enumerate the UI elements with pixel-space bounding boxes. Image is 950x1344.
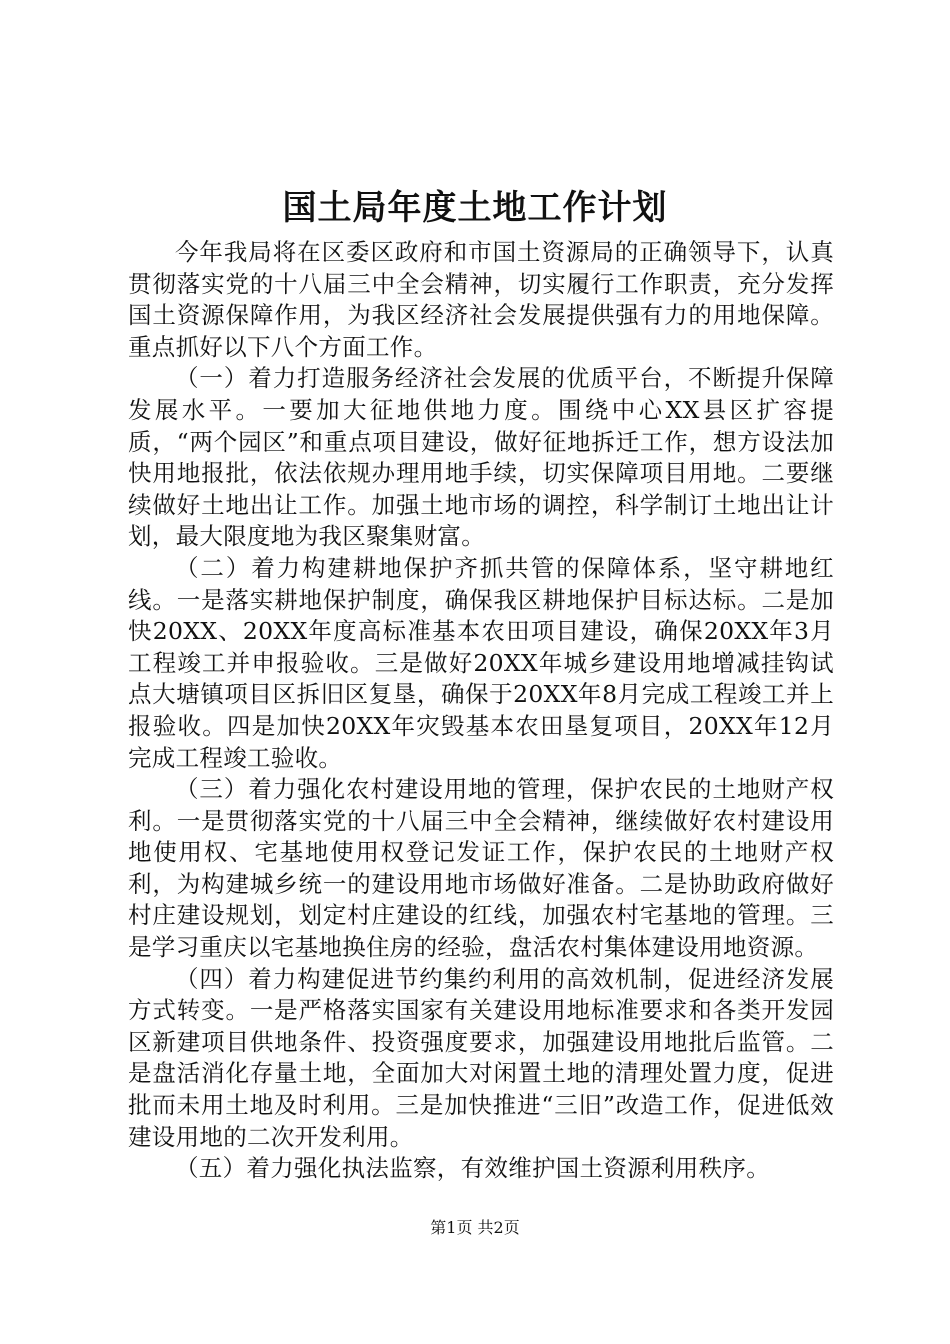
section-3-paragraph: （三）着力强化农村建设用地的管理，保护农民的土地财产权利。一是贯彻落实党的十八届三中全会精神，继续做好农村建设用地使用权、宅基地使用权登记发证工作，保护农民的土地财产权利，为构建城乡统一的建设用地市场做好准备。二是协助政府做好村庄建设规划，划定村庄建设的红线，加强农村宅基地的管理。三是学习重庆以宅基地换住房的经验，盘活农村集体建设用地资源。 xyxy=(128,775,834,962)
section-5-paragraph: （五）着力强化执法监察，有效维护国土资源利用秩序。 xyxy=(175,1154,770,1183)
page-number-footer: 第1页 共2页 xyxy=(430,1218,520,1237)
section-4-paragraph: （四）着力构建促进节约集约利用的高效机制，促进经济发展方式转变。一是严格落实国家有关建设用地标准要求和各类开发园区新建项目供地条件、投资强度要求，加强建设用地批后监管。二是盘活消化存量土地，全面加大对闲置土地的清理处置力度，促进批而未用土地及时利用。三是加快推进“三旧”改造工作，促进低效建设用地的二次开发利用。 xyxy=(128,964,834,1151)
document-title: 国土局年度土地工作计划 xyxy=(282,188,668,228)
document-body xyxy=(128,237,834,1185)
section-1-paragraph: （一）着力打造服务经济社会发展的优质平台，不断提升保障发展水平。一要加大征地供地力度。围绕中心XX县区扩容提质，“两个园区”和重点项目建设，做好征地拆迁工作，想方设法加快用地报批，依法依规办理用地手续，切实保障项目用地。二要继续做好土地出让工作。加强土地市场的调控，科学制订土地出让计划，最大限度地为我区聚集财富。 xyxy=(128,364,834,551)
intro-paragraph: 今年我局将在区委区政府和市国土资源局的正确领导下，认真贯彻落实党的十八届三中全会精神，切实履行工作职责，充分发挥国土资源保障作用，为我区经济社会发展提供强有力的用地保障。重点抓好以下八个方面工作。 xyxy=(128,238,834,361)
section-2-paragraph: （二）着力构建耕地保护齐抓共管的保障体系，坚守耕地红线。一是落实耕地保护制度，确保我区耕地保护目标达标。二是加快20XX、20XX年度高标准基本农田项目建设，确保20XX年3月工程竣工并申报验收。三是做好20XX年城乡建设用地增减挂钩试点大塘镇项目区拆旧区复垦，确保于20XX年8月完成工程竣工并上报验收。四是加快20XX年灾毁基本农田垦复项目，20XX年12月完成工程竣工验收。 xyxy=(128,553,834,772)
